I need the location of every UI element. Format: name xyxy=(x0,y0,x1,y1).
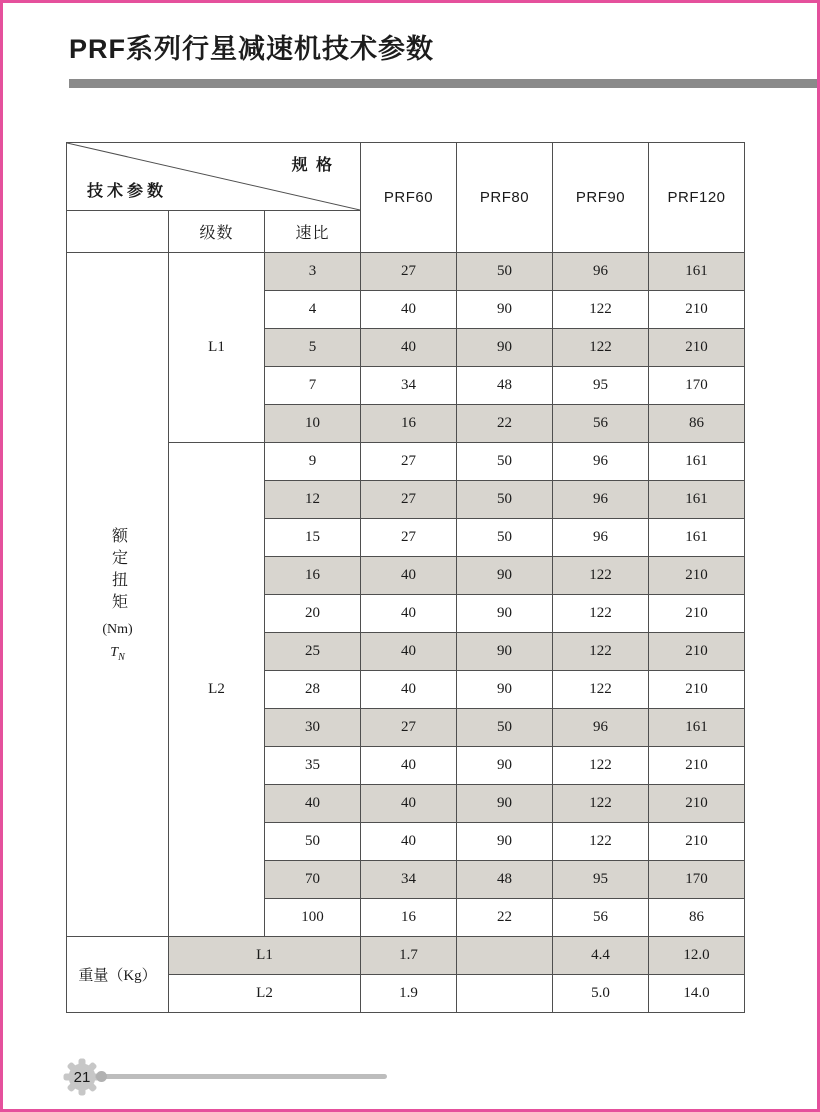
torque-value-cell: 27 xyxy=(361,481,457,519)
torque-value-cell: 50 xyxy=(457,443,553,481)
weight-value-cell xyxy=(457,975,553,1013)
torque-value-cell: 122 xyxy=(553,329,649,367)
footer-rule-line xyxy=(95,1074,387,1079)
ratio-cell: 20 xyxy=(265,595,361,633)
torque-value-cell: 34 xyxy=(361,861,457,899)
ratio-cell: 5 xyxy=(265,329,361,367)
ratio-cell: 50 xyxy=(265,823,361,861)
torque-value-cell: 86 xyxy=(649,405,745,443)
torque-value-cell: 22 xyxy=(457,405,553,443)
torque-label-cell xyxy=(67,253,169,937)
spec-table-body xyxy=(67,143,745,1013)
stage-column-header: 级数 xyxy=(169,211,265,253)
torque-value-cell: 122 xyxy=(553,557,649,595)
ratio-cell: 9 xyxy=(265,443,361,481)
torque-value-cell: 96 xyxy=(553,709,649,747)
weight-value-cell: 5.0 xyxy=(553,975,649,1013)
ratio-cell: 25 xyxy=(265,633,361,671)
header-row-models xyxy=(67,143,745,211)
torque-value-cell: 96 xyxy=(553,481,649,519)
torque-value-cell: 27 xyxy=(361,253,457,291)
torque-value-cell: 90 xyxy=(457,633,553,671)
torque-value-cell: 210 xyxy=(649,633,745,671)
torque-value-cell: 210 xyxy=(649,823,745,861)
corner-spec-label: 规 格 xyxy=(291,157,335,174)
corner-param-label: 技术参数 xyxy=(87,183,168,200)
torque-value-cell: 50 xyxy=(457,253,553,291)
footer-rule-dot-icon xyxy=(96,1071,107,1082)
column-header-prf80: PRF80 xyxy=(457,143,553,253)
torque-value-cell: 90 xyxy=(457,823,553,861)
torque-value-cell: 210 xyxy=(649,557,745,595)
page-number: 21 xyxy=(73,1069,91,1086)
torque-value-cell: 90 xyxy=(457,671,553,709)
torque-value-cell: 161 xyxy=(649,709,745,747)
torque-value-cell: 96 xyxy=(553,253,649,291)
torque-value-cell: 40 xyxy=(361,557,457,595)
torque-value-cell: 210 xyxy=(649,595,745,633)
stage-cell: L2 xyxy=(169,443,265,937)
column-header-prf90: PRF90 xyxy=(553,143,649,253)
page-title: PRF系列行星减速机技术参数 xyxy=(69,34,434,64)
torque-value-cell: 210 xyxy=(649,747,745,785)
blank-header-cell xyxy=(67,211,169,253)
torque-value-cell: 16 xyxy=(361,405,457,443)
torque-value-cell: 210 xyxy=(649,291,745,329)
torque-value-cell: 50 xyxy=(457,709,553,747)
torque-value-cell: 90 xyxy=(457,291,553,329)
torque-value-cell: 40 xyxy=(361,633,457,671)
ratio-column-header: 速比 xyxy=(265,211,361,253)
torque-value-cell: 40 xyxy=(361,785,457,823)
ratio-cell: 3 xyxy=(265,253,361,291)
weight-value-cell: 1.9 xyxy=(361,975,457,1013)
ratio-cell: 100 xyxy=(265,899,361,937)
weight-stage-cell: L1 xyxy=(169,937,361,975)
weight-stage-cell: L2 xyxy=(169,975,361,1013)
torque-row xyxy=(67,443,745,481)
torque-value-cell: 56 xyxy=(553,405,649,443)
weight-value-cell: 1.7 xyxy=(361,937,457,975)
torque-value-cell: 40 xyxy=(361,671,457,709)
torque-value-cell: 90 xyxy=(457,329,553,367)
torque-value-cell: 86 xyxy=(649,899,745,937)
torque-value-cell: 122 xyxy=(553,633,649,671)
torque-value-cell: 95 xyxy=(553,861,649,899)
torque-value-cell: 210 xyxy=(649,785,745,823)
torque-value-cell: 40 xyxy=(361,595,457,633)
torque-value-cell: 90 xyxy=(457,557,553,595)
weight-label-cell xyxy=(67,937,169,1013)
torque-value-cell: 22 xyxy=(457,899,553,937)
spec-table xyxy=(66,142,745,1013)
ratio-cell: 15 xyxy=(265,519,361,557)
torque-value-cell: 90 xyxy=(457,785,553,823)
column-header-prf120: PRF120 xyxy=(649,143,745,253)
ratio-cell: 7 xyxy=(265,367,361,405)
torque-value-cell: 96 xyxy=(553,443,649,481)
torque-unit: (Nm) xyxy=(102,621,133,637)
torque-value-cell: 40 xyxy=(361,329,457,367)
torque-value-cell: 122 xyxy=(553,291,649,329)
torque-value-cell: 122 xyxy=(553,823,649,861)
torque-value-cell: 122 xyxy=(553,785,649,823)
ratio-cell: 16 xyxy=(265,557,361,595)
torque-value-cell: 40 xyxy=(361,747,457,785)
torque-value-cell: 122 xyxy=(553,595,649,633)
column-header-prf60: PRF60 xyxy=(361,143,457,253)
ratio-cell: 40 xyxy=(265,785,361,823)
weight-value-cell: 14.0 xyxy=(649,975,745,1013)
ratio-cell: 28 xyxy=(265,671,361,709)
weight-label: 重量（Kg） xyxy=(78,968,157,984)
torque-value-cell: 40 xyxy=(361,291,457,329)
weight-value-cell: 4.4 xyxy=(553,937,649,975)
stage-cell: L1 xyxy=(169,253,265,443)
torque-value-cell: 161 xyxy=(649,481,745,519)
torque-value-cell: 161 xyxy=(649,443,745,481)
torque-value-cell: 210 xyxy=(649,329,745,367)
torque-row xyxy=(67,253,745,291)
torque-value-cell: 16 xyxy=(361,899,457,937)
ratio-cell: 4 xyxy=(265,291,361,329)
torque-value-cell: 56 xyxy=(553,899,649,937)
torque-value-cell: 34 xyxy=(361,367,457,405)
title-underline-bar xyxy=(69,79,820,88)
torque-value-cell: 90 xyxy=(457,747,553,785)
torque-value-cell: 27 xyxy=(361,709,457,747)
weight-row xyxy=(67,937,745,975)
ratio-cell: 10 xyxy=(265,405,361,443)
torque-value-cell: 40 xyxy=(361,823,457,861)
torque-value-cell: 90 xyxy=(457,595,553,633)
torque-value-cell: 122 xyxy=(553,747,649,785)
torque-value-cell: 161 xyxy=(649,253,745,291)
torque-value-cell: 122 xyxy=(553,671,649,709)
weight-value-cell xyxy=(457,937,553,975)
torque-name-vertical: 额定扭矩 xyxy=(109,526,127,615)
torque-value-cell: 95 xyxy=(553,367,649,405)
weight-row xyxy=(67,975,745,1013)
corner-header-cell xyxy=(67,143,361,211)
torque-symbol: $T_N$ xyxy=(110,644,125,663)
torque-value-cell: 50 xyxy=(457,519,553,557)
ratio-cell: 12 xyxy=(265,481,361,519)
torque-value-cell: 96 xyxy=(553,519,649,557)
torque-value-cell: 48 xyxy=(457,861,553,899)
ratio-cell: 30 xyxy=(265,709,361,747)
torque-value-cell: 210 xyxy=(649,671,745,709)
torque-value-cell: 27 xyxy=(361,519,457,557)
ratio-cell: 70 xyxy=(265,861,361,899)
torque-value-cell: 50 xyxy=(457,481,553,519)
torque-value-cell: 170 xyxy=(649,861,745,899)
torque-value-cell: 27 xyxy=(361,443,457,481)
torque-value-cell: 161 xyxy=(649,519,745,557)
torque-value-cell: 170 xyxy=(649,367,745,405)
ratio-cell: 35 xyxy=(265,747,361,785)
torque-value-cell: 48 xyxy=(457,367,553,405)
weight-value-cell: 12.0 xyxy=(649,937,745,975)
